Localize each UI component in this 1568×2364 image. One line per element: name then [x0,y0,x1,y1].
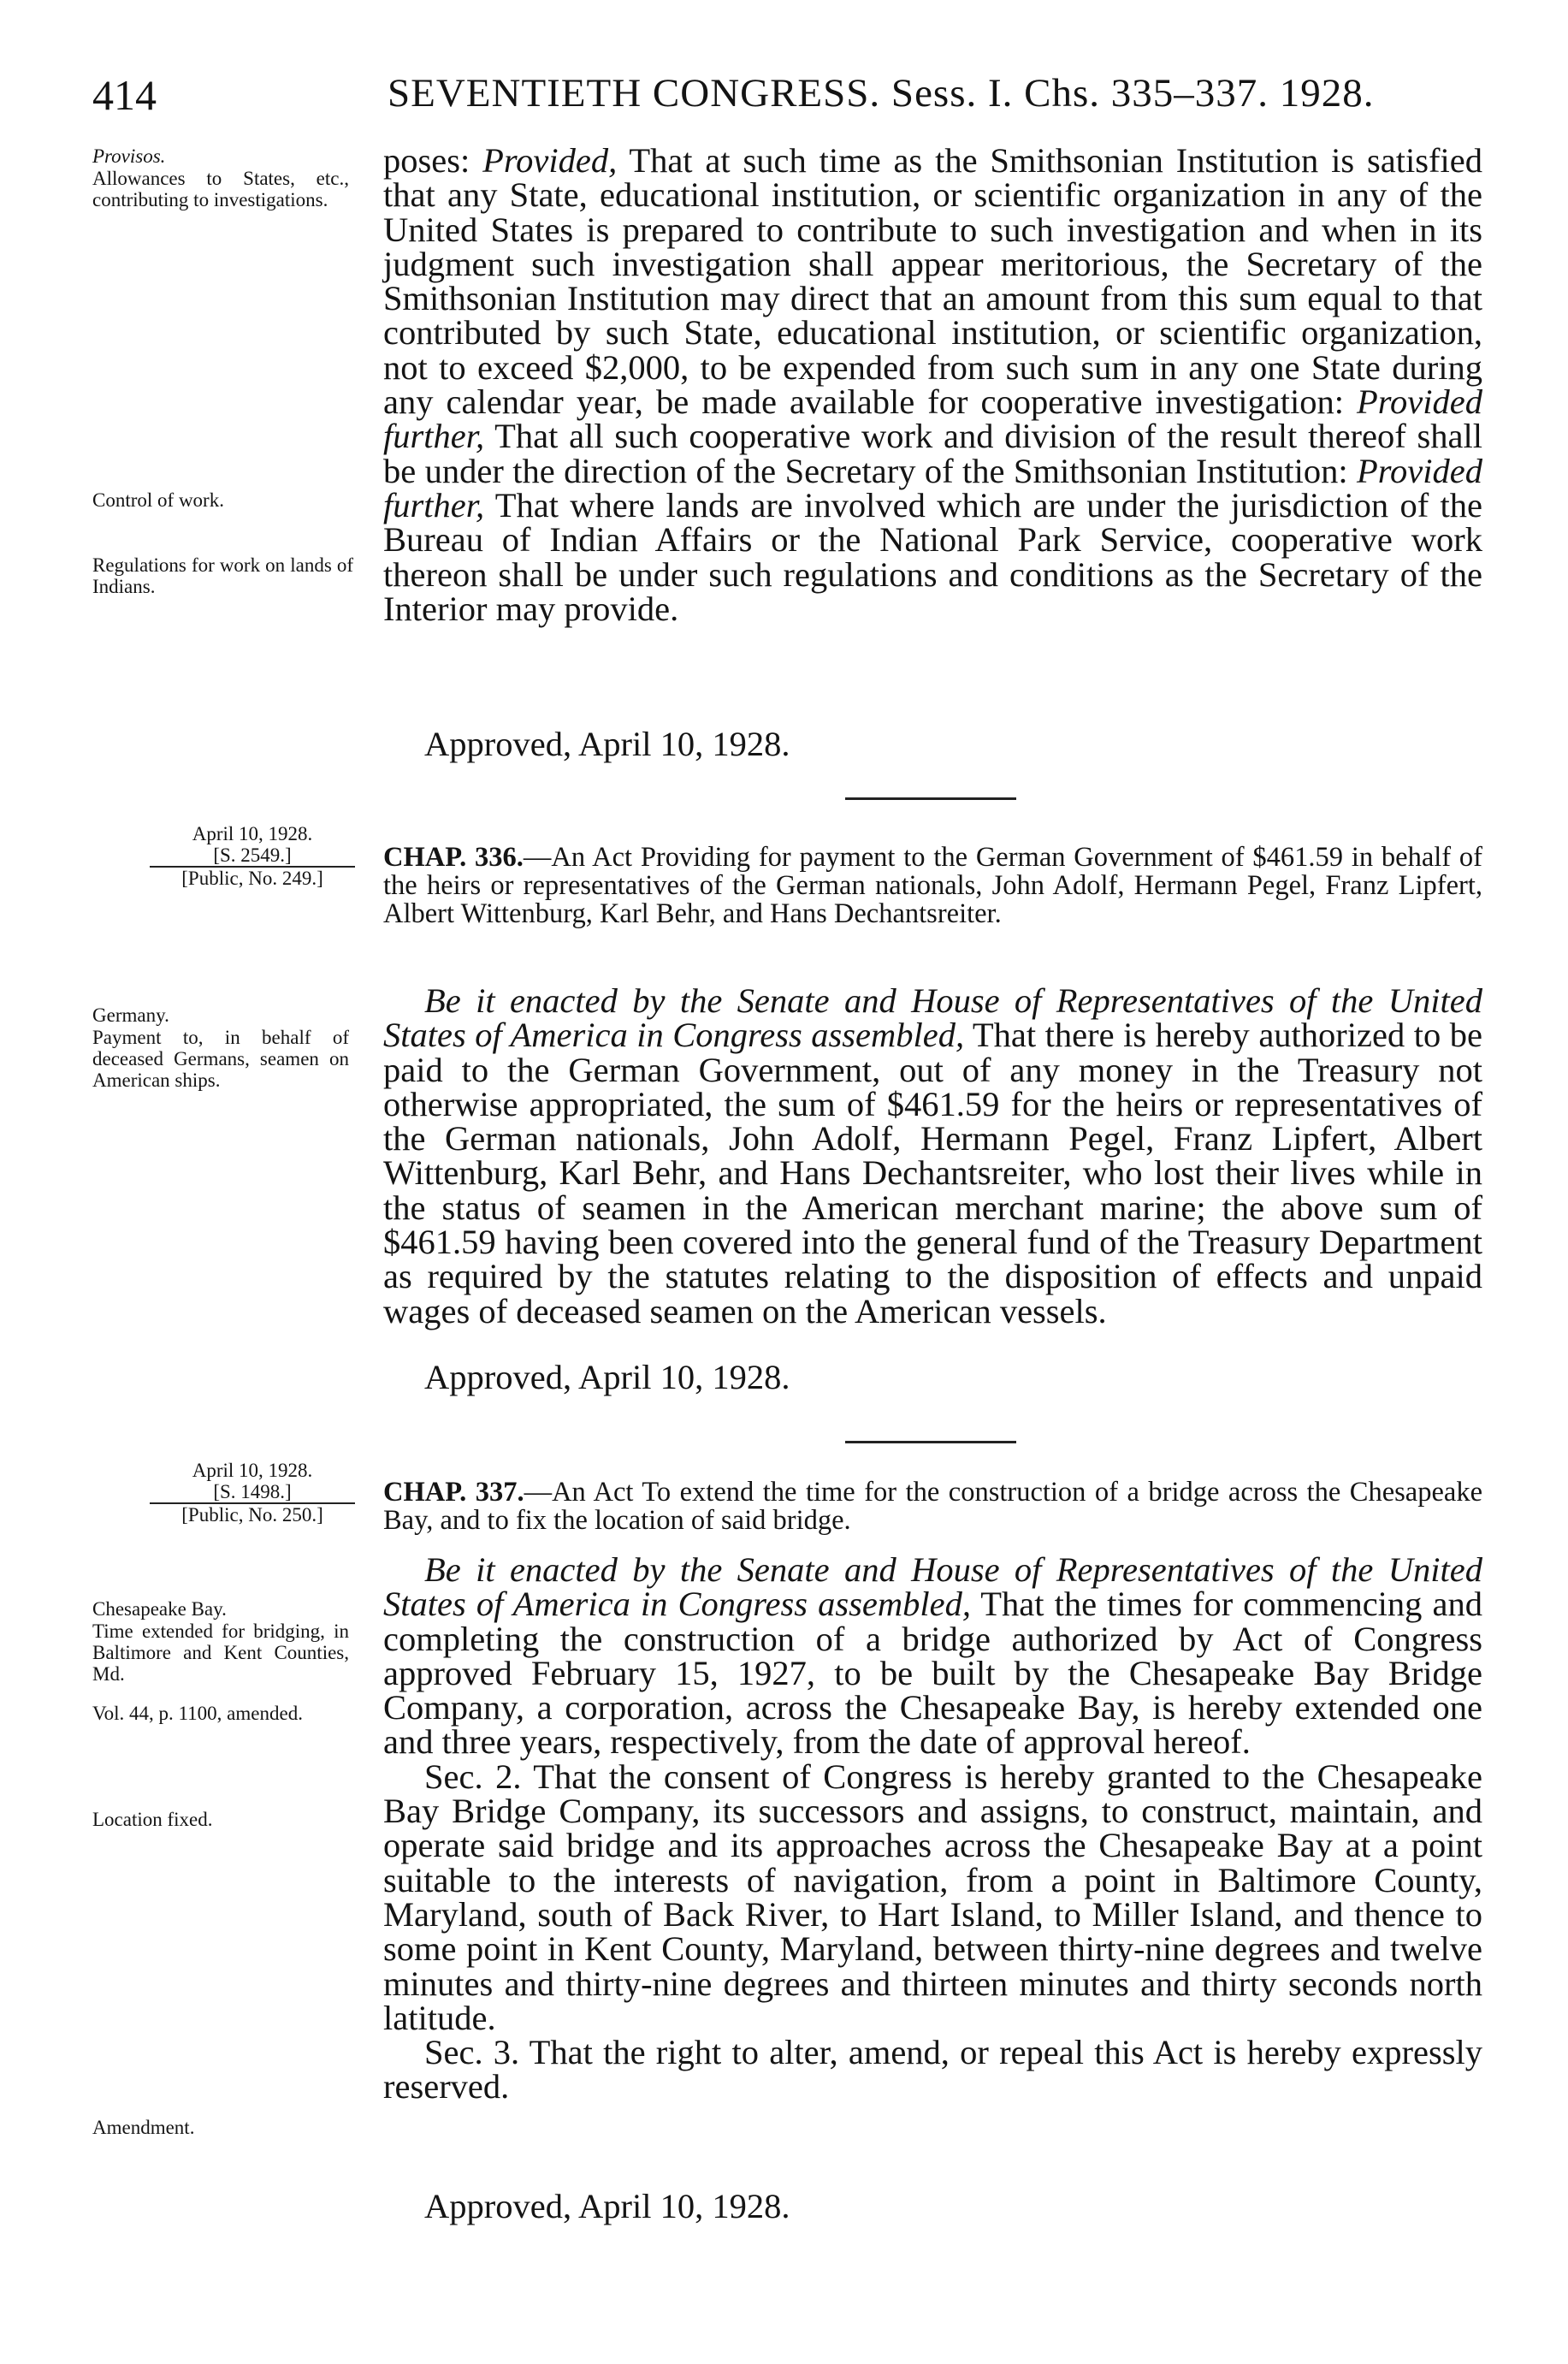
enacting-clause: Be it enacted by the Senate and House of Representatives of the United States of America in Congress assembled, [383,1550,1482,1624]
margin-note-location: Location fixed. [92,1809,213,1830]
margin-note-chesapeake-time: Time extended for bridging, in Baltimore and Kent Counties, Md. [92,1620,349,1685]
enacting-clause: Be it enacted by the Senate and House of Representatives of the United States of America in Congress assembled, [383,981,1482,1055]
section-3: Sec. 3. That the right to alter, amend, or repeal this Act is hereby expressly reserved. [383,2033,1482,2106]
chapter-336-text: Be it enacted by the Senate and House of Representatives of the United States of America in Congress assembled, That there is hereby authorized to be paid to the German Government, out of any money in the Treasury not otherwise appropriated, the sum of $461.59 for the heirs or representatives of the German nationals, John Adolf, Hermann Pegel, Franz Lipfert, Albert Wittenburg, Karl Behr, and Hans Dechantsreiter, who lost their lives while in the status of seamen in the American merchant marine; the above sum of $461.59 having been covered into the general fund of the Treasury Department as required by the statutes relating to the disposition of effects and unpaid wages of deceased seamen on the American vessels. [383,981,1482,1330]
chapter-337-title: CHAP. 337.—An Act To extend the time for the construction of a bridge across the Chesapeake Bay, and to fix the location of said bridge. [383,1477,1482,1536]
section-2: Sec. 2. That the consent of Congress is hereby granted to the Chesapeake Bay Bridge Company, its successors and assigns, to construct, maintain, and operate said bridge and its approaches across the Chesapeake Bay at a point suitable to the interests of navigation, from a point in Baltimore County, Maryland, south of Back River, to Hart Island, to Miller Island, and thence to some point in Kent County, Maryland, between thirty-nine degrees and twelve minutes and thirty-nine degrees and thirteen minutes and thirty seconds north latitude. [383,1757,1482,2037]
chapter-337-date: April 10, 1928. [192,1460,313,1481]
chapter-336-approved: Approved, April 10, 1928. [424,1358,790,1396]
margin-note-control: Control of work. [92,489,224,511]
section-divider [845,797,1016,800]
chapter-337-public: [Public, No. 250.] [181,1504,323,1526]
chapter-336-heading: CHAP. 336. [383,842,524,873]
page-header [92,70,1495,121]
page-number: 414 [92,71,157,119]
running-title: SEVENTIETH CONGRESS. Sess. I. Chs. 335–337. 1928. [388,71,1375,116]
margin-note-germany: Germany. [92,1004,169,1026]
margin-note-chesapeake: Chesapeake Bay. [92,1598,227,1620]
chapter-337-approved: Approved, April 10, 1928. [424,2187,790,2225]
margin-note-vol44: Vol. 44, p. 1100, amended. [92,1703,303,1724]
chapter-337-stamp [150,1460,355,1526]
margin-note-allowances: Allowances to States, etc., contributing to investigations. [92,168,349,210]
chapter-337-bill: [S. 1498.] [150,1481,355,1504]
chapter-335-approved: Approved, April 10, 1928. [424,725,790,763]
chapter-337-text: Be it enacted by the Senate and House of Representatives of the United States of America in Congress assembled, That the times for commencing and completing the construction of a bridge authorized by Act of Congress approved February 15, 1927, to be built by the Chesapeake Bay Bridge Company, a corporation, across the Chesapeake Bay, is hereby extended one and three years, respectively, from the date of approval hereof. Sec. 2. That the consent of Congress is hereby granted to the Chesapeake Bay Bridge Company, its successors and assigns, to construct, maintain, and operate said bridge and its approaches across the Chesapeake Bay at a point suitable to the interests of navigation, from a point in Baltimore County, Maryland, south of Back River, to Hart Island, to Miller Island, and thence to some point in Kent County, Maryland, between thirty-nine degrees and twelve minutes and thirty-nine degrees and thirteen minutes and thirty seconds north latitude. Sec. 3. That the right to alter, amend, or repeal this Act is hereby expressly reserved. [383,1550,1482,2106]
section-divider [845,1441,1016,1443]
chapter-335-text: poses: Provided, That at such time as the Smithsonian Institution is satisfied that any State, educational institution, or scientific organization in any of the United States is prepared to contribute to such investigation and when in its judgment such investigation shall appear meritorious, the Secretary of the Smithsonian Institution may direct that an amount from this sum equal to that contributed by such State, educational institution, or scientific organization, not to exceed $2,000, to be expended from such sum in any one State during any calendar year, be made available for cooperative investigation: Provided further, That all such cooperative work and division of the result thereof shall be under the direction of the Secretary of the Smithsonian Institution: Provided further, That where lands are involved which are under the jurisdiction of the Bureau of Indian Affairs or the National Park Service, cooperative work thereon shall be under such regulations and conditions as the Secretary of the Interior may provide. [383,141,1483,628]
chapter-336-bill: [S. 2549.] [150,844,355,868]
margin-note-regulations: Regulations for work on lands of Indians. [92,554,353,597]
margin-note-provisos: Provisos. [92,145,166,167]
margin-note-amendment: Amendment. [92,2117,195,2138]
margin-note-germany-payment: Payment to, in behalf of deceased Germans, seamen on American ships. [92,1027,349,1091]
chapter-336-date: April 10, 1928. [192,823,313,844]
chapter-336-public: [Public, No. 249.] [181,868,323,889]
chapter-336-title: CHAP. 336.—An Act Providing for payment to the German Government of $461.59 in behalf of the heirs or representatives of the German nationals, John Adolf, Hermann Pegel, Franz Lipfert, Albert Wittenburg, Karl Behr, and Hans Dechantsreiter. [383,842,1482,929]
chapter-337-heading: CHAP. 337. [383,1477,524,1508]
chapter-336-stamp [150,823,355,889]
